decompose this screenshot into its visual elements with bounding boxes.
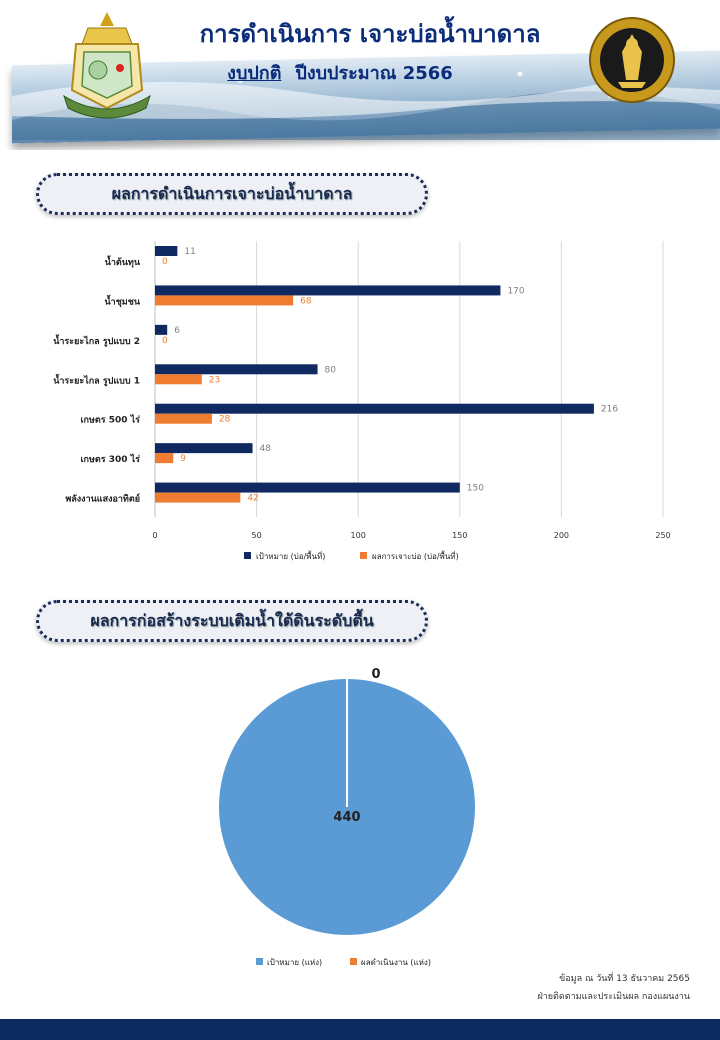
data-label: 6 xyxy=(174,325,180,336)
data-label: 11 xyxy=(184,247,196,257)
footer-bar xyxy=(0,1019,720,1040)
pie-data-label: 440 xyxy=(333,810,361,825)
x-tick-label: 250 xyxy=(655,531,671,540)
legend-label: ผลดำเนินงาน (แห่ง) xyxy=(361,958,431,967)
budget-type: งบปกติ xyxy=(227,63,282,84)
data-owner: ฝ่ายติดตามและประเมินผล กองแผนงาน xyxy=(537,992,690,1002)
x-tick-label: 150 xyxy=(452,531,468,540)
x-tick-label: 50 xyxy=(251,531,262,540)
data-label: 216 xyxy=(600,404,619,415)
data-label: 23 xyxy=(208,375,221,386)
x-tick-label: 100 xyxy=(350,531,366,540)
x-tick-label: 0 xyxy=(152,531,158,540)
data-label: 0 xyxy=(162,257,168,267)
legend-swatch xyxy=(256,958,263,965)
category-label: น้ำระยะไกล รูปแบบ 1 xyxy=(53,376,140,387)
legend-swatch xyxy=(350,958,357,965)
data-label: 48 xyxy=(259,444,271,455)
fiscal-year: ปีงบประมาณ 2566 xyxy=(295,63,453,84)
page-title: การดำเนินการ เจาะบ่อน้ำบาดาล xyxy=(199,20,541,48)
data-source-note xyxy=(537,970,690,1006)
legend-label: เป้าหมาย (บ่อ/พื้นที่) xyxy=(256,552,326,561)
data-label: 9 xyxy=(180,454,187,465)
data-label: 80 xyxy=(324,365,337,376)
x-tick-label: 200 xyxy=(553,531,570,540)
wells-section-title: ผลการดำเนินการเจาะบ่อน้ำบาดาล xyxy=(36,173,428,215)
legend-label: ผลการเจาะบ่อ (บ่อ/พื้นที่) xyxy=(372,552,459,561)
data-date: ข้อมูล ณ วันที่ 13 ธันวาคม 2565 xyxy=(559,974,690,984)
data-label: 42 xyxy=(247,493,259,504)
legend-label: เป้าหมาย (แห่ง) xyxy=(267,958,323,967)
pie-data-label: 0 xyxy=(371,667,381,682)
data-label: 68 xyxy=(300,296,312,307)
data-label: 28 xyxy=(218,414,231,425)
category-label: เกษตร 300 ไร่ xyxy=(80,455,140,466)
category-label: เกษตร 500 ไร่ xyxy=(80,415,140,426)
data-label: 150 xyxy=(466,483,484,494)
category-label: น้ำระยะไกล รูปแบบ 2 xyxy=(53,336,140,347)
category-label: พลังงานแสงอาทิตย์ xyxy=(65,494,140,505)
category-label: น้ำชุมชน xyxy=(104,297,140,308)
data-label: 170 xyxy=(507,286,525,297)
recharge-section-title: ผลการก่อสร้างระบบเติมน้ำใต้ดินระดับตื้น xyxy=(36,600,428,642)
data-label: 0 xyxy=(162,335,168,346)
category-label: น้ำต้นทุน xyxy=(104,258,140,268)
